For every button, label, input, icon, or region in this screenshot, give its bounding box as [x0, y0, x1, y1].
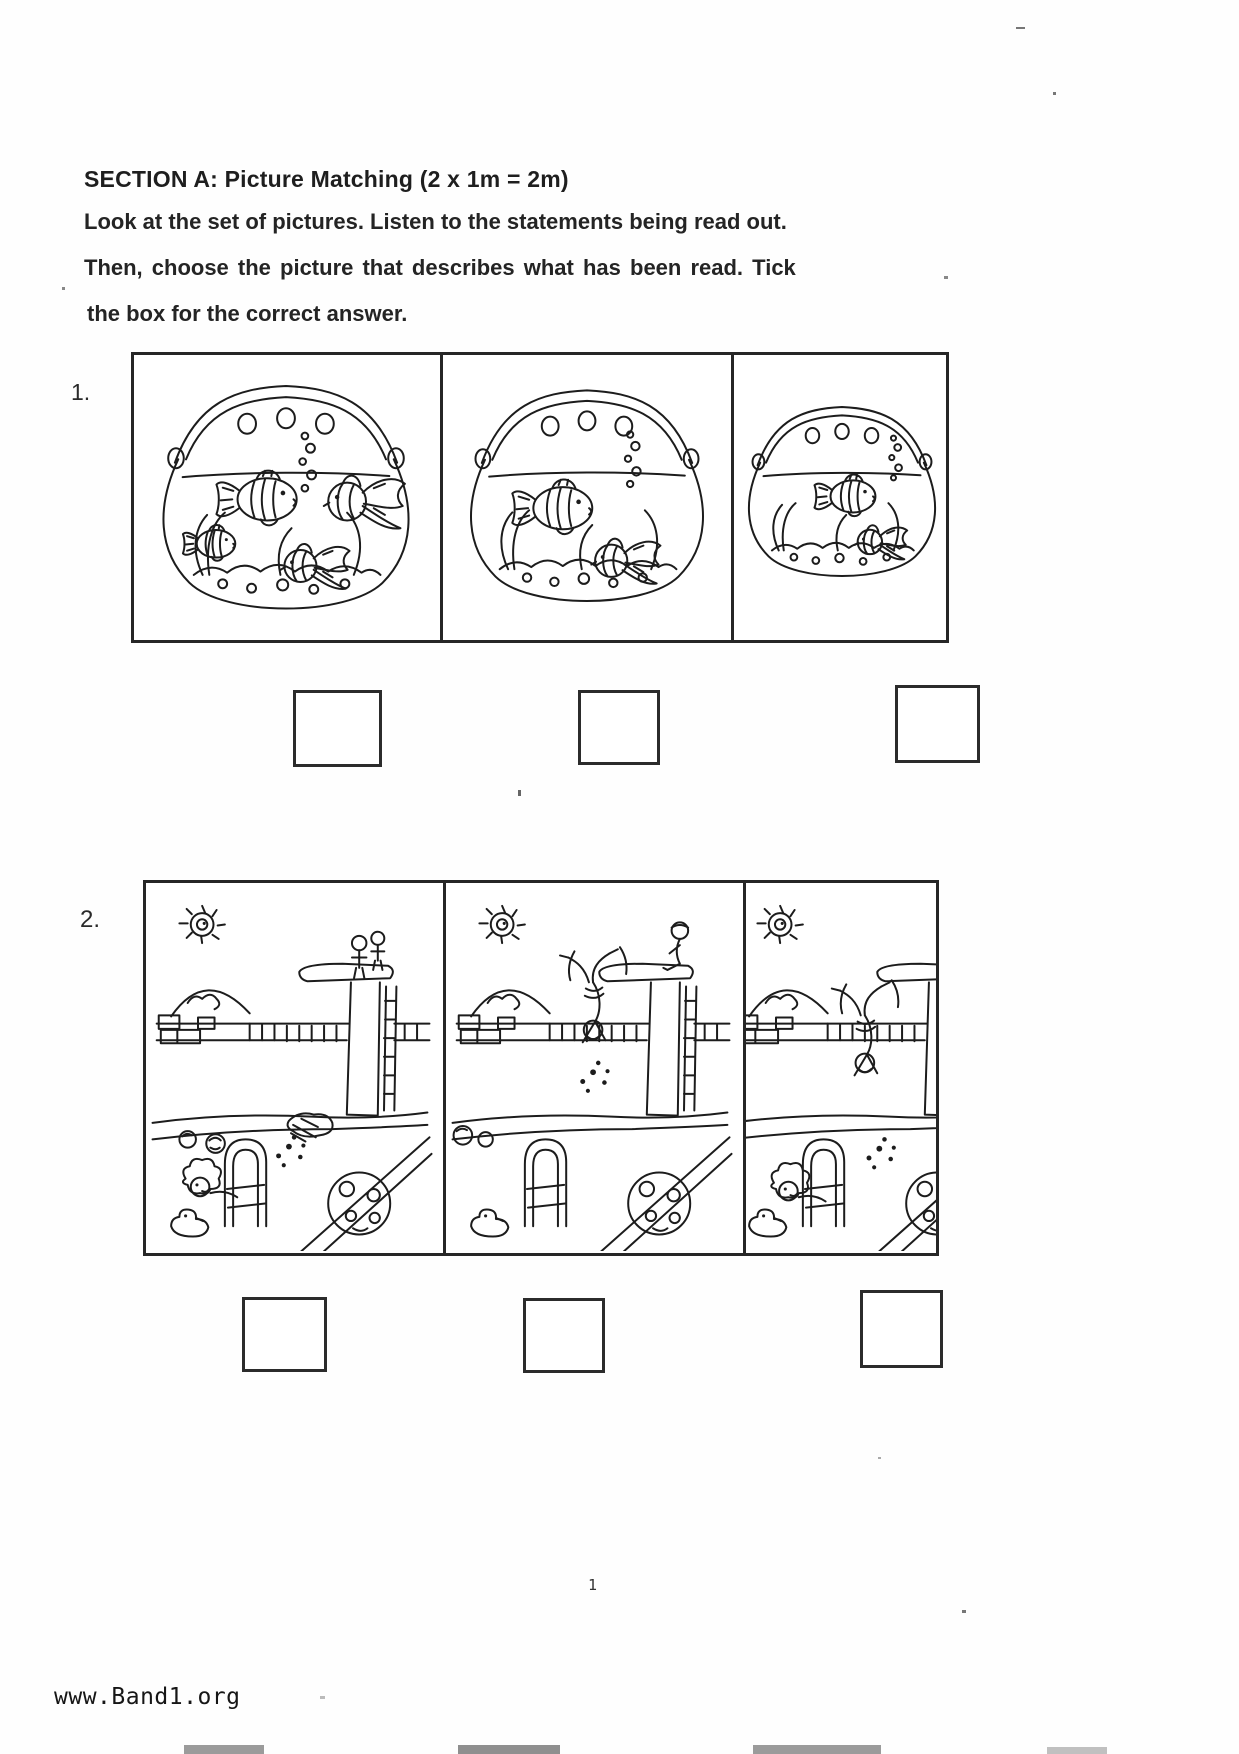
- question-1-picture-strip: [131, 352, 949, 643]
- question-2-option-2-image: [446, 883, 746, 1253]
- instruction-line-1: Look at the set of pictures. Listen to the statements being read out.: [84, 209, 787, 234]
- scan-artifact: [1016, 27, 1025, 29]
- instruction-line-3: the box for the correct answer.: [87, 301, 408, 326]
- scan-artifact: [878, 1457, 881, 1459]
- scan-artifact: [1053, 92, 1056, 95]
- scan-edge-bar: [184, 1745, 264, 1754]
- question-1-number: 1.: [71, 379, 91, 405]
- question-1-option-3-image: [734, 355, 946, 640]
- question-2-option-1-checkbox[interactable]: [242, 1297, 327, 1372]
- question-1-option-1-image: [134, 355, 443, 640]
- question-1-option-2-image: [443, 355, 734, 640]
- question-2-option-2-checkbox[interactable]: [523, 1298, 605, 1373]
- question-1-option-1-checkbox[interactable]: [293, 690, 382, 767]
- section-title: SECTION A: Picture Matching (2 x 1m = 2m): [84, 166, 569, 192]
- scan-edge-bar: [458, 1745, 560, 1754]
- question-1-option-3-checkbox[interactable]: [895, 685, 980, 763]
- scan-edge-bar: [753, 1745, 881, 1754]
- question-1-option-2-checkbox[interactable]: [578, 690, 660, 765]
- question-2-picture-strip: [143, 880, 939, 1256]
- footer-url: www.Band1.org: [54, 1684, 241, 1710]
- page-number: 1: [588, 1576, 598, 1594]
- scan-artifact: [944, 276, 948, 279]
- question-2-number: 2.: [80, 906, 101, 933]
- scan-artifact: [320, 1696, 325, 1699]
- scan-artifact: [962, 1610, 966, 1613]
- scan-artifact: [62, 287, 65, 290]
- scan-artifact: [518, 790, 521, 796]
- scan-edge-bar: [1047, 1747, 1107, 1754]
- question-2-option-1-image: [146, 883, 446, 1253]
- question-2-option-3-checkbox[interactable]: [860, 1290, 943, 1368]
- instruction-line-2: Then, choose the picture that describes what has been read. Tick: [84, 255, 796, 280]
- question-2-option-3-image: [746, 883, 936, 1253]
